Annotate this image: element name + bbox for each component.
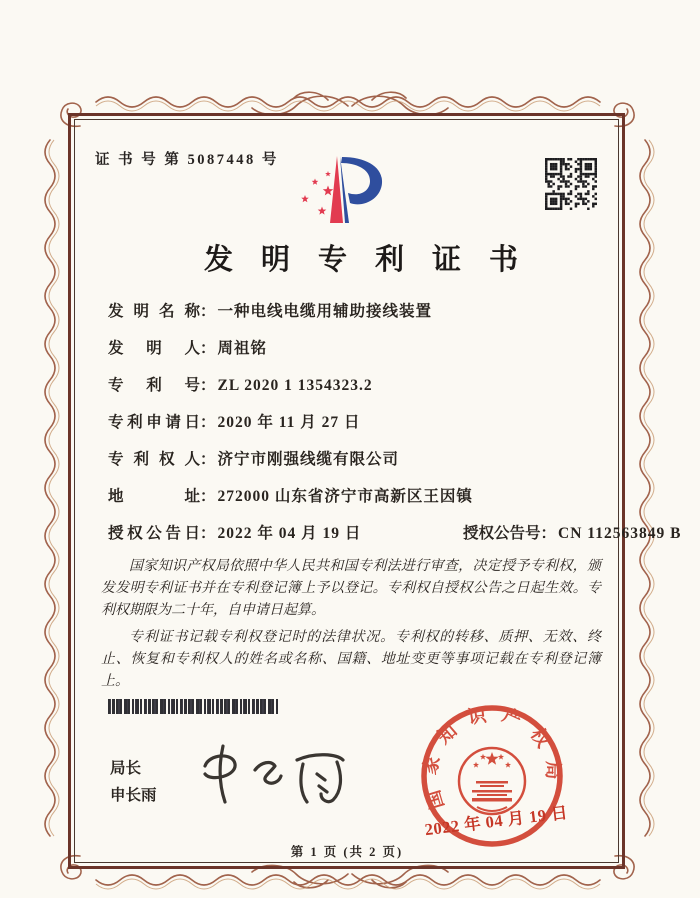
field-label: 发明人 xyxy=(108,340,200,357)
director-title: 局长 xyxy=(110,760,142,777)
field-value: 2022 年 04 月 19 日 xyxy=(217,525,362,542)
logo-star-icon xyxy=(323,186,333,196)
logo-star-icon xyxy=(325,171,331,176)
field-colon: ： xyxy=(200,451,216,468)
field-list xyxy=(108,299,682,558)
field-value: CN 112563849 B xyxy=(558,525,682,542)
field-colon: ： xyxy=(200,488,216,505)
field-label: 地址 xyxy=(108,488,200,505)
statutory-paragraph-1: 国家知识产权局依照中华人民共和国专利法进行审查，决定授予专利权，颁发发明专利证书并在专利登记簿上予以登记。专利权自授权公告之日起生效。专利权期限为二十年，自申请日起算。 xyxy=(101,559,601,618)
director-name: 申长雨 xyxy=(110,787,157,804)
field-colon: ： xyxy=(200,340,216,357)
certificate-number: 证 书 号 第 5087448 号 xyxy=(95,152,279,168)
field-row-patentee xyxy=(108,447,608,484)
field-row-inventor xyxy=(108,336,608,373)
field-label: 发明名称 xyxy=(108,303,200,320)
field-value: 周祖铭 xyxy=(217,340,268,357)
field-row-filing-date xyxy=(108,410,608,447)
page-number: 第 1 页 (共 2 页) xyxy=(290,845,404,859)
certificate-title: 发明专利证书 xyxy=(203,244,546,276)
field-row-grant-date xyxy=(108,521,682,558)
field-colon: ： xyxy=(540,525,557,542)
qr-code xyxy=(545,158,597,210)
field-row-patent-number xyxy=(108,373,608,410)
field-label: 专利申请日 xyxy=(108,414,200,431)
field-value: 济宁市刚强线缆有限公司 xyxy=(217,451,400,468)
field-colon: ： xyxy=(200,303,216,320)
field-label: 授权公告号 xyxy=(463,525,541,542)
cnipa-logo xyxy=(290,150,390,232)
director-signature xyxy=(185,740,365,810)
field-label: 授权公告日 xyxy=(108,525,200,542)
logo-p-bowl xyxy=(341,157,382,204)
logo-star-icon xyxy=(312,179,319,185)
field-row-address xyxy=(108,484,608,521)
field-value: 一种电线电缆用辅助接线装置 xyxy=(217,303,433,320)
field-colon: ： xyxy=(200,414,216,431)
statutory-paragraph-2: 专利证书记载专利权登记时的法律状况。专利权的转移、质押、无效、终止、恢复和专利权人的姓名或名称、国籍、地址变更等事项记载在专利登记簿上。 xyxy=(101,630,601,689)
field-value: 2020 年 11 月 27 日 xyxy=(217,414,361,431)
field-colon: ： xyxy=(200,377,216,394)
director-block xyxy=(110,755,157,809)
field-row-grant-number xyxy=(463,521,681,543)
field-label: 专利权人 xyxy=(108,451,200,468)
field-value: 272000 山东省济宁市高新区王因镇 xyxy=(217,488,473,505)
seal-date-stamp: 2022 年 04 月 19 日 xyxy=(423,802,570,840)
barcode xyxy=(108,699,279,714)
logo-star-icon xyxy=(318,207,327,215)
statutory-text xyxy=(101,556,601,698)
field-value: ZL 2020 1 1354323.2 xyxy=(217,377,373,394)
field-label: 专利号 xyxy=(108,377,200,394)
logo-star-icon xyxy=(301,195,309,202)
field-colon: ： xyxy=(200,525,216,542)
seal-agency-text: 国家知识产权局 xyxy=(420,704,563,812)
field-row-invention-name xyxy=(108,299,608,336)
